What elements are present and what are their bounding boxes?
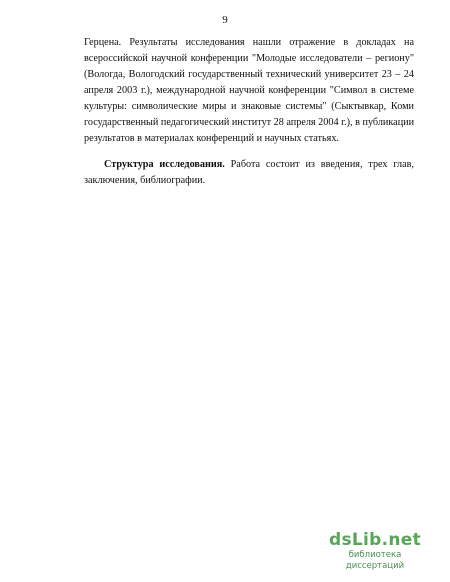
paragraph-structure xyxy=(84,157,414,189)
section-heading: Структура исследования. xyxy=(104,159,225,170)
text-line: апреля 2003 г.), международной научной конференции "Символ в системе xyxy=(84,85,414,96)
watermark-subtitle: библиотека диссертаций xyxy=(345,550,405,571)
watermark xyxy=(320,530,430,572)
text-line: заключения, библиографии. xyxy=(84,175,206,186)
paragraph-results xyxy=(84,35,414,147)
text-line xyxy=(84,157,414,173)
text-fragment: Работа состоит из введения, трех глав, xyxy=(224,159,414,170)
text-line: результатов в материалах конференций и научных статьях. xyxy=(84,133,339,144)
text-line: (Вологда, Вологодский государственный технический университет 23 – 24 xyxy=(84,69,414,80)
watermark-logo: dsLib.net xyxy=(328,530,422,550)
text-line: Герцена. Результаты исследования нашли отражение в докладах на xyxy=(84,37,414,48)
text-line: всероссийской научной конференции "Молодые исследователи – региону" xyxy=(84,53,414,64)
text-line: культуры: символические миры и знаковые системы" (Сыктывкар, Коми xyxy=(84,101,414,112)
text-line: государственный педагогический институт 28 апреля 2004 г.), в публикации xyxy=(84,117,415,128)
page-number: 9 xyxy=(222,14,228,26)
